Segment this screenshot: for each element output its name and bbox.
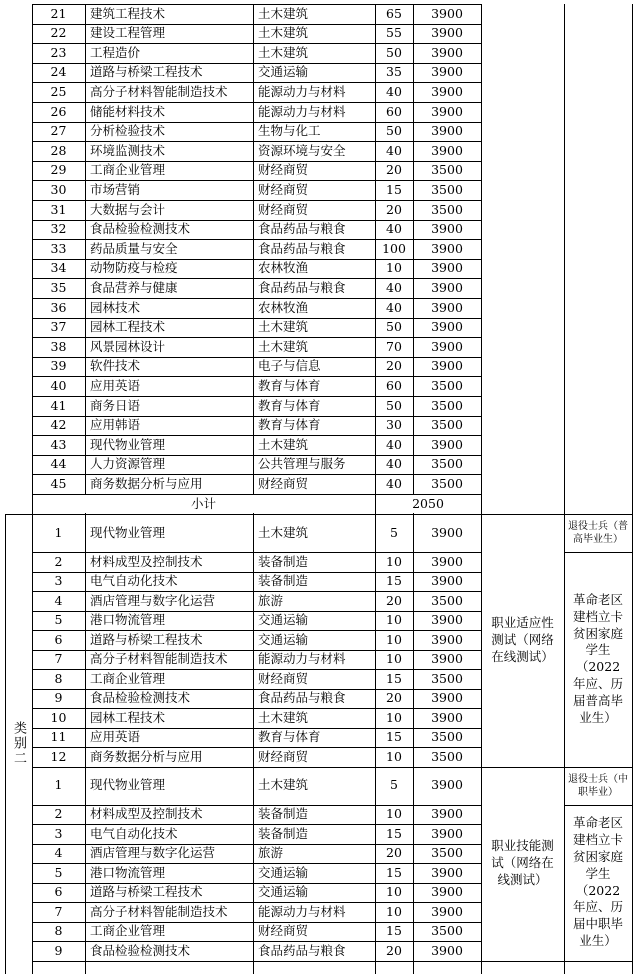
plan-count: 10 bbox=[386, 260, 402, 276]
row-line bbox=[32, 298, 482, 299]
row-index: 41 bbox=[50, 397, 67, 413]
plan-count: 40 bbox=[386, 456, 402, 472]
major-name: 环境监测技术 bbox=[90, 142, 166, 158]
row-index: 8 bbox=[54, 670, 63, 686]
plan-count: 15 bbox=[386, 573, 402, 588]
tuition-fee: 3500 bbox=[431, 181, 463, 197]
target-group-b: 退役士兵（中职毕业） bbox=[568, 773, 628, 798]
tuition-fee: 3900 bbox=[431, 864, 463, 880]
plan-count: 20 bbox=[386, 592, 402, 608]
major-category: 财经商贸 bbox=[258, 670, 309, 686]
major-name: 园林技术 bbox=[90, 299, 141, 315]
tuition-fee: 3900 bbox=[431, 806, 463, 821]
row-index: 2 bbox=[54, 806, 63, 821]
row-index: 31 bbox=[50, 201, 67, 217]
plan-count: 10 bbox=[386, 631, 402, 647]
major-category: 电子与信息 bbox=[258, 358, 321, 374]
row-line bbox=[32, 259, 482, 260]
plan-count: 30 bbox=[386, 417, 402, 433]
row-index: 44 bbox=[50, 456, 67, 472]
major-name: 工商企业管理 bbox=[90, 162, 166, 178]
col-line bbox=[375, 4, 376, 974]
major-name: 建设工程管理 bbox=[90, 25, 166, 41]
row-index: 26 bbox=[50, 103, 67, 119]
major-name: 药品质量与安全 bbox=[90, 240, 178, 256]
major-category: 财经商贸 bbox=[258, 162, 309, 178]
subtotal-value: 2050 bbox=[412, 495, 444, 511]
row-index: 3 bbox=[54, 573, 63, 588]
major-name: 工商企业管理 bbox=[90, 670, 166, 686]
major-name: 工商企业管理 bbox=[90, 923, 166, 938]
target-group-b: 革命老区建档立卡贫困家庭学生（2022年应、历届中职毕业生） bbox=[572, 815, 623, 949]
major-name: 道路与桥梁工程技术 bbox=[90, 631, 203, 647]
plan-count: 50 bbox=[386, 123, 402, 139]
major-category: 生物与化工 bbox=[258, 123, 321, 139]
row-index: 2 bbox=[54, 553, 63, 569]
row-index: 5 bbox=[54, 612, 63, 627]
major-name: 大数据与会计 bbox=[90, 201, 166, 217]
row-index: 28 bbox=[50, 142, 67, 158]
major-name: 电气自动化技术 bbox=[90, 573, 178, 588]
major-category: 能源动力与材料 bbox=[258, 103, 346, 119]
plan-count: 10 bbox=[386, 709, 402, 725]
enrollment-plan-table bbox=[5, 4, 632, 973]
major-category: 教育与体育 bbox=[258, 729, 321, 744]
major-category: 资源环境与安全 bbox=[258, 142, 346, 158]
plan-count: 10 bbox=[386, 553, 402, 569]
plan-count: 55 bbox=[386, 25, 402, 41]
major-category: 土木建筑 bbox=[258, 25, 309, 41]
row-line bbox=[32, 24, 482, 25]
major-name: 酒店管理与数字化运营 bbox=[90, 592, 216, 608]
tuition-fee: 3900 bbox=[431, 279, 463, 295]
row-line bbox=[32, 220, 482, 221]
major-name: 园林工程技术 bbox=[90, 709, 166, 725]
major-category: 食品药品与粮食 bbox=[258, 942, 346, 958]
row-index: 24 bbox=[50, 64, 67, 80]
plan-count: 15 bbox=[386, 181, 402, 197]
plan-count: 15 bbox=[386, 825, 402, 841]
major-category: 交通运输 bbox=[258, 612, 309, 627]
plan-count: 40 bbox=[386, 436, 402, 452]
plan-count: 5 bbox=[390, 524, 398, 540]
major-category: 食品药品与粮食 bbox=[258, 690, 346, 705]
row-line bbox=[32, 180, 482, 181]
plan-count: 20 bbox=[386, 201, 402, 217]
tuition-fee: 3500 bbox=[431, 729, 463, 744]
major-category: 财经商贸 bbox=[258, 923, 309, 938]
major-name: 食品营养与健康 bbox=[90, 279, 178, 295]
row-index: 40 bbox=[50, 377, 67, 393]
plan-count: 40 bbox=[386, 83, 402, 99]
row-index: 8 bbox=[54, 923, 63, 938]
major-category: 教育与体育 bbox=[258, 377, 321, 393]
row-index: 32 bbox=[50, 221, 67, 237]
row-index: 11 bbox=[50, 729, 67, 744]
row-index: 34 bbox=[50, 260, 67, 276]
plan-count: 100 bbox=[382, 240, 406, 256]
major-name: 园林工程技术 bbox=[90, 319, 166, 335]
major-name: 道路与桥梁工程技术 bbox=[90, 884, 203, 899]
major-name: 酒店管理与数字化运营 bbox=[90, 845, 216, 860]
row-index: 22 bbox=[50, 25, 67, 41]
major-name: 商务数据分析与应用 bbox=[90, 748, 203, 764]
plan-count: 60 bbox=[386, 103, 402, 119]
major-name: 商务日语 bbox=[90, 397, 141, 413]
major-category: 财经商贸 bbox=[258, 181, 309, 197]
row-line bbox=[32, 278, 482, 279]
tuition-fee: 3900 bbox=[431, 240, 463, 256]
major-name: 市场营销 bbox=[90, 181, 141, 197]
tuition-fee: 3500 bbox=[431, 417, 463, 433]
major-name: 食品检验检测技术 bbox=[90, 690, 191, 705]
exam-type-a: 职业适应性测试（网络在线测试） bbox=[491, 614, 554, 664]
row-index: 30 bbox=[50, 181, 67, 197]
major-name: 电气自动化技术 bbox=[90, 825, 178, 841]
row-index: 35 bbox=[50, 279, 67, 295]
col-line bbox=[85, 4, 86, 974]
major-category: 食品药品与粮食 bbox=[258, 221, 346, 237]
major-name: 动物防疫与检疫 bbox=[90, 260, 178, 276]
tuition-fee: 3500 bbox=[431, 592, 463, 608]
plan-count: 15 bbox=[386, 923, 402, 938]
row-line bbox=[32, 376, 482, 377]
subtotal-label: 小计 bbox=[190, 495, 216, 511]
major-name: 高分子材料智能制造技术 bbox=[90, 83, 228, 99]
tuition-fee: 3500 bbox=[431, 923, 463, 938]
tuition-fee: 3900 bbox=[431, 690, 463, 705]
tuition-fee: 3500 bbox=[431, 670, 463, 686]
row-index: 39 bbox=[50, 358, 67, 374]
major-name: 建筑工程技术 bbox=[90, 5, 166, 21]
tuition-fee: 3900 bbox=[431, 64, 463, 80]
col-line bbox=[253, 4, 254, 974]
row-line bbox=[32, 141, 482, 142]
plan-count: 40 bbox=[386, 221, 402, 237]
major-category: 装备制造 bbox=[258, 825, 309, 841]
row-line bbox=[32, 337, 482, 338]
row-line bbox=[32, 43, 482, 44]
major-name: 风景园林设计 bbox=[90, 338, 166, 354]
major-category: 公共管理与服务 bbox=[258, 456, 346, 472]
plan-count: 50 bbox=[386, 44, 402, 60]
major-category: 财经商贸 bbox=[258, 201, 309, 217]
plan-count: 10 bbox=[386, 884, 402, 899]
tuition-fee: 3900 bbox=[431, 103, 463, 119]
row-index: 9 bbox=[54, 690, 63, 705]
major-name: 高分子材料智能制造技术 bbox=[90, 903, 228, 919]
plan-count: 10 bbox=[386, 651, 402, 666]
tuition-fee: 3500 bbox=[431, 845, 463, 860]
row-line bbox=[32, 102, 482, 103]
major-name: 应用英语 bbox=[90, 377, 141, 393]
col-line bbox=[632, 4, 633, 974]
major-name: 工程造价 bbox=[90, 44, 141, 60]
major-category: 土木建筑 bbox=[258, 436, 309, 452]
major-category: 能源动力与材料 bbox=[258, 83, 346, 99]
plan-count: 20 bbox=[386, 942, 402, 958]
col-line bbox=[5, 514, 6, 974]
tuition-fee: 3500 bbox=[431, 456, 463, 472]
major-category: 交通运输 bbox=[258, 884, 309, 899]
col-line bbox=[413, 4, 414, 974]
major-category: 交通运输 bbox=[258, 64, 309, 80]
major-name: 应用英语 bbox=[90, 729, 141, 744]
tuition-fee: 3900 bbox=[431, 903, 463, 919]
plan-count: 15 bbox=[386, 729, 402, 744]
major-category: 土木建筑 bbox=[258, 319, 309, 335]
plan-count: 10 bbox=[386, 806, 402, 821]
major-category: 农林牧渔 bbox=[258, 260, 309, 276]
major-category: 食品药品与粮食 bbox=[258, 279, 346, 295]
tuition-fee: 3900 bbox=[431, 44, 463, 60]
major-category: 农林牧渔 bbox=[258, 299, 309, 315]
major-name: 材料成型及控制技术 bbox=[90, 806, 203, 821]
major-category: 旅游 bbox=[258, 845, 284, 860]
tuition-fee: 3900 bbox=[431, 524, 463, 540]
tuition-fee: 3500 bbox=[431, 397, 463, 413]
major-name: 现代物业管理 bbox=[90, 524, 166, 540]
row-line bbox=[32, 357, 482, 358]
tuition-fee: 3500 bbox=[431, 377, 463, 393]
category-label: 类别二 bbox=[11, 721, 26, 766]
row-line bbox=[32, 82, 482, 83]
major-category: 财经商贸 bbox=[258, 475, 309, 491]
tuition-fee: 3900 bbox=[431, 25, 463, 41]
row-line bbox=[32, 63, 482, 64]
plan-count: 60 bbox=[386, 377, 402, 393]
row-index: 10 bbox=[50, 709, 67, 725]
row-line bbox=[32, 416, 482, 417]
major-name: 软件技术 bbox=[90, 358, 141, 374]
tuition-fee: 3900 bbox=[431, 825, 463, 841]
target-group-a: 退役士兵（普高毕业生） bbox=[568, 521, 628, 545]
plan-count: 40 bbox=[386, 279, 402, 295]
major-category: 教育与体育 bbox=[258, 417, 321, 433]
tuition-fee: 3900 bbox=[431, 123, 463, 139]
major-name: 港口物流管理 bbox=[90, 612, 166, 627]
plan-count: 20 bbox=[386, 690, 402, 705]
tuition-fee: 3900 bbox=[431, 319, 463, 335]
major-category: 土木建筑 bbox=[258, 524, 309, 540]
row-index: 29 bbox=[50, 162, 67, 178]
row-line bbox=[32, 318, 482, 319]
major-name: 材料成型及控制技术 bbox=[90, 553, 203, 569]
row-index: 23 bbox=[50, 44, 67, 60]
plan-count: 50 bbox=[386, 319, 402, 335]
tuition-fee: 3900 bbox=[431, 358, 463, 374]
row-index: 21 bbox=[50, 5, 67, 21]
major-category: 装备制造 bbox=[258, 806, 309, 821]
row-index: 5 bbox=[54, 864, 63, 880]
row-index: 27 bbox=[50, 123, 67, 139]
row-line bbox=[32, 455, 482, 456]
major-category: 能源动力与材料 bbox=[258, 651, 346, 666]
major-category: 财经商贸 bbox=[258, 748, 309, 764]
row-index: 45 bbox=[50, 475, 67, 491]
row-line bbox=[32, 4, 482, 5]
plan-count: 40 bbox=[386, 142, 402, 158]
major-category: 土木建筑 bbox=[258, 777, 309, 793]
plan-count: 50 bbox=[386, 397, 402, 413]
exam-type-b: 职业技能测试（网络在线测试） bbox=[491, 838, 554, 887]
row-index: 1 bbox=[54, 524, 63, 540]
tuition-fee: 3500 bbox=[431, 162, 463, 178]
row-line bbox=[32, 200, 482, 201]
row-index: 6 bbox=[54, 884, 63, 899]
row-index: 37 bbox=[50, 319, 67, 335]
major-category: 交通运输 bbox=[258, 864, 309, 880]
major-name: 食品检验检测技术 bbox=[90, 221, 191, 237]
row-line bbox=[32, 474, 482, 475]
tuition-fee: 3500 bbox=[431, 748, 463, 764]
major-category: 装备制造 bbox=[258, 573, 309, 588]
major-name: 应用韩语 bbox=[90, 417, 141, 433]
plan-count: 15 bbox=[386, 864, 402, 880]
plan-count: 35 bbox=[386, 64, 402, 80]
major-category: 旅游 bbox=[258, 592, 284, 608]
row-index: 6 bbox=[54, 631, 63, 647]
tuition-fee: 3900 bbox=[431, 436, 463, 452]
row-index: 3 bbox=[54, 825, 63, 841]
major-category: 土木建筑 bbox=[258, 5, 309, 21]
tuition-fee: 3900 bbox=[431, 260, 463, 276]
major-name: 分析检验技术 bbox=[90, 123, 166, 139]
row-line bbox=[32, 239, 482, 240]
plan-count: 70 bbox=[386, 338, 402, 354]
row-index: 36 bbox=[50, 299, 67, 315]
row-index: 43 bbox=[50, 436, 67, 452]
major-category: 能源动力与材料 bbox=[258, 903, 346, 919]
major-name: 人力资源管理 bbox=[90, 456, 166, 472]
major-category: 土木建筑 bbox=[258, 338, 309, 354]
tuition-fee: 3900 bbox=[431, 651, 463, 666]
major-name: 港口物流管理 bbox=[90, 864, 166, 880]
tuition-fee: 3900 bbox=[431, 942, 463, 958]
major-category: 交通运输 bbox=[258, 631, 309, 647]
target-group-a: 革命老区建档立卡贫困家庭学生（2022年应、历届普高毕业生） bbox=[572, 591, 623, 725]
plan-count: 20 bbox=[386, 162, 402, 178]
tuition-fee: 3900 bbox=[431, 573, 463, 588]
tuition-fee: 3500 bbox=[431, 201, 463, 217]
plan-count: 10 bbox=[386, 748, 402, 764]
tuition-fee: 3900 bbox=[431, 884, 463, 899]
row-line bbox=[32, 122, 482, 123]
tuition-fee: 3900 bbox=[431, 777, 463, 793]
row-index: 4 bbox=[54, 592, 63, 608]
row-index: 7 bbox=[54, 651, 63, 666]
row-line bbox=[32, 961, 633, 962]
plan-count: 10 bbox=[386, 612, 402, 627]
major-name: 高分子材料智能制造技术 bbox=[90, 651, 228, 666]
row-index: 4 bbox=[54, 845, 63, 860]
row-line bbox=[32, 435, 482, 436]
row-index: 9 bbox=[54, 942, 63, 958]
plan-count: 65 bbox=[386, 5, 402, 21]
tuition-fee: 3500 bbox=[431, 475, 463, 491]
plan-count: 15 bbox=[386, 670, 402, 686]
major-name: 储能材料技术 bbox=[90, 103, 166, 119]
major-name: 现代物业管理 bbox=[90, 436, 166, 452]
plan-count: 20 bbox=[386, 845, 402, 860]
major-name: 道路与桥梁工程技术 bbox=[90, 64, 203, 80]
major-category: 食品药品与粮食 bbox=[258, 240, 346, 256]
col-line bbox=[481, 4, 482, 974]
row-index: 7 bbox=[54, 903, 63, 919]
col-line bbox=[564, 4, 565, 974]
major-category: 教育与体育 bbox=[258, 397, 321, 413]
row-line bbox=[32, 396, 482, 397]
tuition-fee: 3900 bbox=[431, 299, 463, 315]
row-index: 25 bbox=[50, 83, 67, 99]
plan-count: 20 bbox=[386, 358, 402, 374]
tuition-fee: 3900 bbox=[431, 612, 463, 627]
row-index: 42 bbox=[50, 417, 67, 433]
tuition-fee: 3900 bbox=[431, 338, 463, 354]
major-name: 现代物业管理 bbox=[90, 777, 166, 793]
row-index: 1 bbox=[54, 777, 63, 793]
row-index: 12 bbox=[50, 748, 67, 764]
col-line bbox=[32, 4, 33, 974]
plan-count: 40 bbox=[386, 475, 402, 491]
row-line bbox=[32, 161, 482, 162]
major-name: 食品检验检测技术 bbox=[90, 942, 191, 958]
tuition-fee: 3900 bbox=[431, 631, 463, 647]
major-name: 商务数据分析与应用 bbox=[90, 475, 203, 491]
tuition-fee: 3900 bbox=[431, 553, 463, 569]
tuition-fee: 3900 bbox=[431, 709, 463, 725]
tuition-fee: 3900 bbox=[431, 221, 463, 237]
row-index: 38 bbox=[50, 338, 67, 354]
major-category: 土木建筑 bbox=[258, 709, 309, 725]
tuition-fee: 3900 bbox=[431, 83, 463, 99]
plan-count: 5 bbox=[390, 777, 398, 793]
major-category: 土木建筑 bbox=[258, 44, 309, 60]
plan-count: 10 bbox=[386, 903, 402, 919]
major-category: 装备制造 bbox=[258, 553, 309, 569]
plan-count: 40 bbox=[386, 299, 402, 315]
row-index: 33 bbox=[50, 240, 67, 256]
tuition-fee: 3900 bbox=[431, 142, 463, 158]
tuition-fee: 3900 bbox=[431, 5, 463, 21]
